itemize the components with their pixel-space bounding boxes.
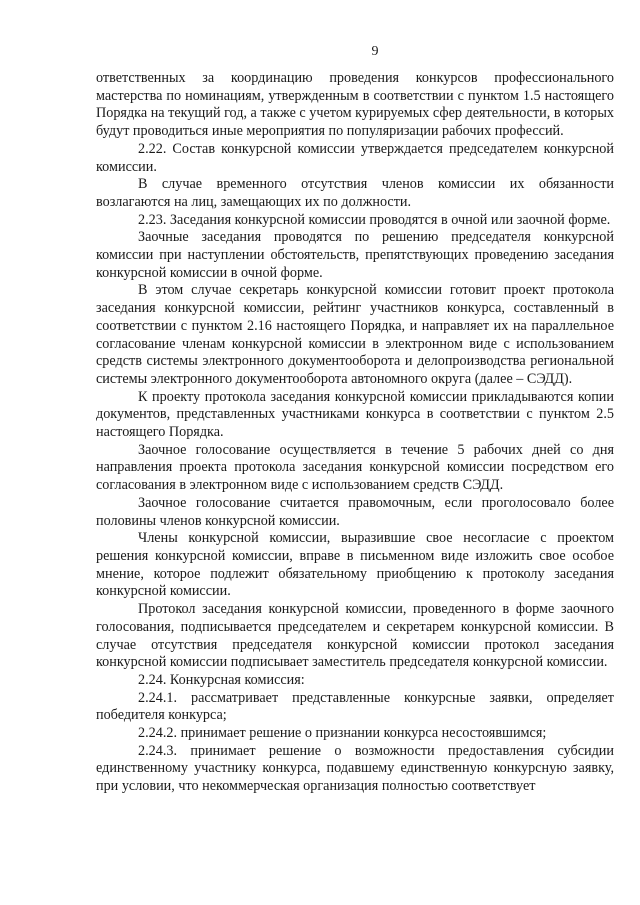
page-number: 9: [371, 44, 379, 59]
paragraph-remote-voting: Заочное голосование осуществляется в течение 5 рабочих дней со дня направления проекта протокола заседания конкурсной комиссии посредством его согласования в электронном виде с использованием средств СЭДД.: [96, 441, 614, 494]
paragraph-2-24: 2.24. Конкурсная комиссия:: [138, 671, 305, 688]
paragraph-continuation: ответственных за координацию проведения конкурсов профессионального мастерства по номинациям, утвержденным в соответствии с пунктом 1.5 настоящего Порядка на текущий год, а также с учетом курируемых сфер деятельности, в которых будут проводиться иные мероприятия по популяризации рабочих профессий.: [96, 70, 614, 140]
paragraph-remote-meetings: Заочные заседания проводятся по решению председателя конкурсной комиссии при наступлении обстоятельств, препятствующих проведению заседания конкурсной комиссии в очной форме.: [96, 229, 614, 281]
paragraph-quorum: Заочное голосование считается правомочным, если проголосовало более половины членов конкурсной комиссии.: [96, 494, 614, 529]
paragraph-2-24-2: 2.24.2. принимает решение о признании конкурса несостоявшимся;: [138, 725, 547, 742]
paragraph-protocol-signing: Протокол заседания конкурсной комиссии, проведенного в форме заочного голосования, подписывается председателем и секретарем конкурсной комиссии. В случае отсутствия председателя конкурсной комиссии протокол заседания конкурсной комиссии подписывает заместитель председателя конкурсной комиссии.: [96, 601, 614, 671]
paragraph-attachments: К проекту протокола заседания конкурсной комиссии прикладываются копии документов, представленных участниками конкурса в соответствии с пунктом 2.5 настоящего Порядка.: [96, 388, 614, 441]
paragraph-2-22: 2.22. Состав конкурсной комиссии утверждается председателем конкурсной комиссии.: [96, 140, 614, 175]
paragraph-temporary-absence: В случае временного отсутствия членов комиссии их обязанности возлагаются на лиц, замещающих их по должности.: [96, 176, 614, 210]
paragraph-dissenting-opinion: Члены конкурсной комиссии, выразившие свое несогласие с проектом решения конкурсной комиссии, вправе в письменном виде изложить свое особое мнение, которое подлежит обязательному приобщению к протоколу заседания конкурсной комиссии.: [96, 530, 614, 600]
paragraph-secretary-draft: В этом случае секретарь конкурсной комиссии готовит проект протокола заседания конкурсной комиссии, рейтинг участников конкурса, составленный в соответствии с пунктом 2.16 настоящего Порядка, и направляет их на параллельное согласование членам конкурсной комиссии в электронном виде с использованием средств системы электронного документооборота и делопроизводства региональной системы электронного документооборота автономного округа (далее – СЭДД).: [96, 282, 614, 387]
paragraph-2-24-3: 2.24.3. принимает решение о возможности предоставления субсидии единственному участнику конкурса, подавшему единственную конкурсную заявку, при условии, что некоммерческая организация полностью соответствует: [96, 742, 614, 795]
paragraph-2-24-1: 2.24.1. рассматривает представленные конкурсные заявки, определяет победителя конкурса;: [96, 689, 614, 724]
paragraph-2-23: 2.23. Заседания конкурсной комиссии проводятся в очной или заочной форме.: [138, 211, 611, 228]
